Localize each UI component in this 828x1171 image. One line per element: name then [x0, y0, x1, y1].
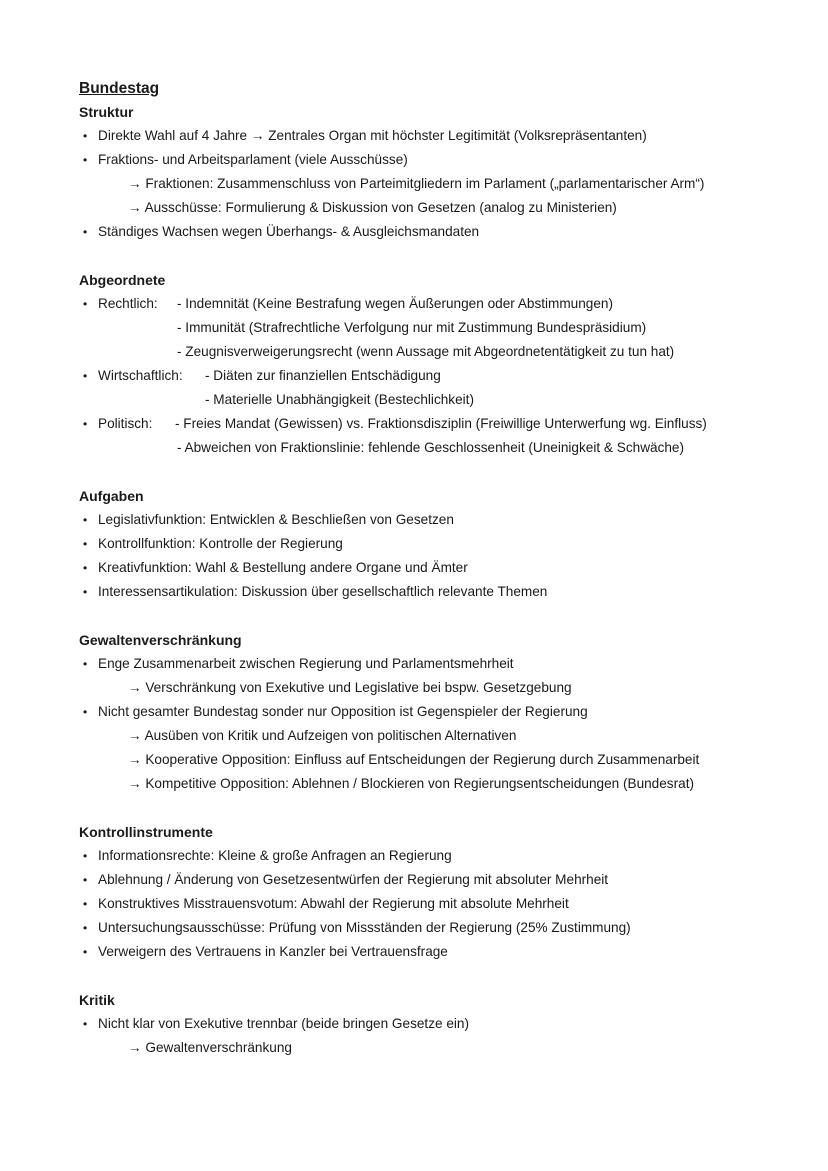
bullet-icon: •	[83, 417, 88, 431]
sub-item-text: → Ausüben von Kritik und Aufzeigen von politischen Alternativen	[128, 728, 517, 743]
bullet-icon: •	[83, 129, 88, 143]
bullet-icon: •	[83, 225, 88, 239]
detail-text: - Immunität (Strafrechtliche Verfolgung nur mit Zustimmung Bundespräsidium)	[177, 320, 647, 335]
bullet-icon: •	[83, 873, 88, 887]
spacer	[79, 796, 779, 820]
list-item-text: Ständiges Wachsen wegen Überhangs- & Ausgleichsmandaten	[98, 224, 480, 239]
list-item	[79, 124, 779, 148]
sub-item	[79, 724, 779, 748]
detail-text: - Diäten zur finanziellen Entschädigung	[205, 368, 441, 383]
list-item-text: Enge Zusammenarbeit zwischen Regierung und Parlamentsmehrheit	[98, 656, 514, 671]
list-item-text: Kontrollfunktion: Kontrolle der Regierung	[98, 536, 343, 551]
spacer	[79, 244, 779, 268]
list-item	[79, 700, 779, 724]
list-item	[79, 652, 779, 676]
detail-text: - Materielle Unabhängigkeit (Bestechlichkeit)	[205, 392, 474, 407]
bullet-icon: •	[83, 297, 88, 311]
list-item	[79, 148, 779, 172]
list-item-text: Direkte Wahl auf 4 Jahre → Zentrales Organ mit höchster Legitimität (Volksrepräsentanten)	[98, 128, 647, 143]
list-item	[79, 940, 779, 964]
bullet-icon: •	[83, 369, 88, 383]
sub-item	[79, 748, 779, 772]
list-item	[79, 1012, 779, 1036]
detail-text: - Indemnität (Keine Bestrafung wegen Äußerungen oder Abstimmungen)	[177, 296, 614, 311]
spacer	[79, 604, 779, 628]
list-item-text: Kreativfunktion: Wahl & Bestellung andere Organe und Ämter	[98, 560, 468, 575]
label-wirtschaftlich: Wirtschaftlich:	[98, 368, 183, 383]
list-item	[79, 532, 779, 556]
list-item-text: Nicht gesamter Bundestag sonder nur Opposition ist Gegenspieler der Regierung	[98, 704, 588, 719]
sub-item	[79, 340, 779, 364]
sub-item-text: → Kompetitive Opposition: Ablehnen / Blockieren von Regierungsentscheidungen (Bundesrat)	[128, 776, 694, 791]
list-item	[79, 844, 779, 868]
bullet-icon: •	[83, 153, 88, 167]
bullet-icon: •	[83, 897, 88, 911]
bullet-icon: •	[83, 1017, 88, 1031]
list-item	[79, 412, 779, 436]
bullet-icon: •	[83, 585, 88, 599]
sub-item-text: → Fraktionen: Zusammenschluss von Parteimitgliedern im Parlament („parlamentarischer Arm“)	[128, 176, 705, 191]
list-item-text: Ablehnung / Änderung von Gesetzesentwürfen der Regierung mit absoluter Mehrheit	[98, 872, 609, 887]
list-item	[79, 220, 779, 244]
list-item	[79, 580, 779, 604]
list-item	[79, 556, 779, 580]
list-item	[79, 508, 779, 532]
detail-text: - Abweichen von Fraktionslinie: fehlende Geschlossenheit (Uneinigkeit & Schwäche)	[177, 440, 685, 455]
bullet-icon: •	[83, 945, 88, 959]
spacer	[79, 964, 779, 988]
sub-item-text: → Gewaltenverschränkung	[128, 1040, 292, 1055]
bullet-icon: •	[83, 537, 88, 551]
sub-item	[79, 676, 779, 700]
list-item	[79, 868, 779, 892]
document-title: Bundestag	[79, 80, 160, 97]
list-item-text: Fraktions- und Arbeitsparlament (viele Ausschüsse)	[98, 152, 408, 167]
document-page	[79, 78, 779, 1060]
sub-item-text: → Verschränkung von Exekutive und Legislative bei bspw. Gesetzgebung	[128, 680, 572, 695]
sub-item	[79, 436, 779, 460]
sub-item	[79, 772, 779, 796]
label-rechtlich: Rechtlich:	[98, 296, 158, 311]
list-item-text: Verweigern des Vertrauens in Kanzler bei Vertrauensfrage	[98, 944, 448, 959]
label-politisch: Politisch:	[98, 416, 153, 431]
list-item	[79, 364, 779, 388]
heading-kritik: Kritik	[79, 992, 115, 1008]
heading-struktur: Struktur	[79, 104, 134, 120]
heading-aufgaben: Aufgaben	[79, 488, 144, 504]
heading-gewaltenverschraenkung: Gewaltenverschränkung	[79, 632, 242, 648]
sub-item-text: → Kooperative Opposition: Einfluss auf Entscheidungen der Regierung durch Zusammenarbeit	[128, 752, 700, 767]
sub-item	[79, 172, 779, 196]
list-item-text: Informationsrechte: Kleine & große Anfragen an Regierung	[98, 848, 452, 863]
list-item-text: Interessensartikulation: Diskussion über gesellschaftlich relevante Themen	[98, 584, 548, 599]
sub-item	[79, 196, 779, 220]
sub-item	[79, 388, 779, 412]
spacer	[79, 460, 779, 484]
bullet-icon: •	[83, 705, 88, 719]
list-item	[79, 292, 779, 316]
list-item-text: Konstruktives Misstrauensvotum: Abwahl der Regierung mit absolute Mehrheit	[98, 896, 569, 911]
list-item-text: Untersuchungsausschüsse: Prüfung von Missständen der Regierung (25% Zustimmung)	[98, 920, 631, 935]
detail-text: - Zeugnisverweigerungsrecht (wenn Aussage mit Abgeordnetentätigkeit zu tun hat)	[177, 344, 675, 359]
bullet-icon: •	[83, 849, 88, 863]
bullet-icon: •	[83, 921, 88, 935]
sub-item	[79, 316, 779, 340]
bullet-icon: •	[83, 657, 88, 671]
list-item-text: Nicht klar von Exekutive trennbar (beide bringen Gesetze ein)	[98, 1016, 470, 1031]
heading-kontrollinstrumente: Kontrollinstrumente	[79, 824, 213, 840]
detail-text: - Freies Mandat (Gewissen) vs. Fraktionsdisziplin (Freiwillige Unterwerfung wg. Einfluss)	[175, 416, 707, 431]
list-item-text: Legislativfunktion: Entwicklen & Beschließen von Gesetzen	[98, 512, 454, 527]
sub-item	[79, 1036, 779, 1060]
heading-abgeordnete: Abgeordnete	[79, 272, 166, 288]
bullet-icon: •	[83, 561, 88, 575]
list-item	[79, 892, 779, 916]
sub-item-text: → Ausschüsse: Formulierung & Diskussion von Gesetzen (analog zu Ministerien)	[128, 200, 617, 215]
list-item	[79, 916, 779, 940]
bullet-icon: •	[83, 513, 88, 527]
